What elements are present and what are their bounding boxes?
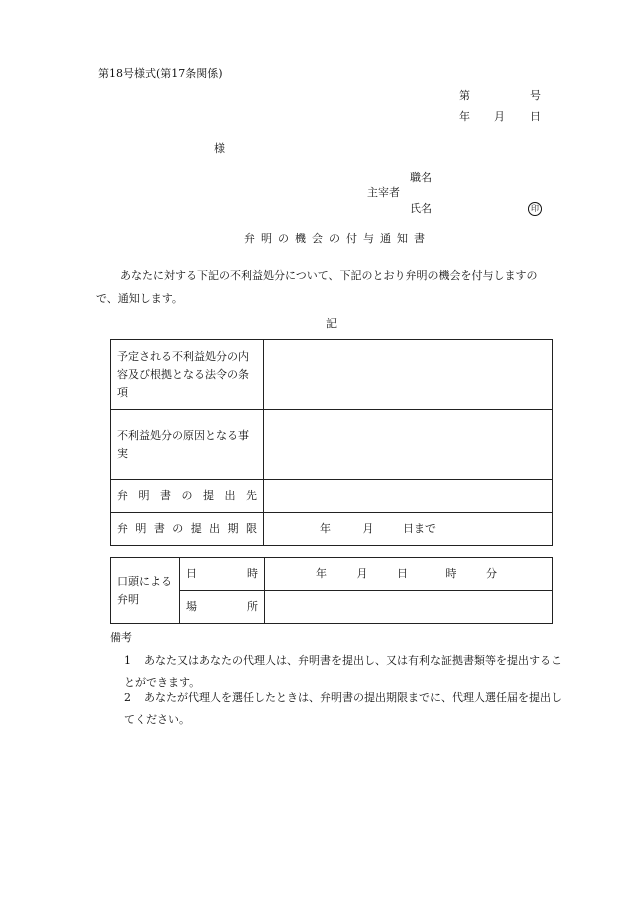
deadline-month: 月 — [362, 522, 374, 535]
submission-destination-label — [111, 480, 264, 513]
table-row — [111, 480, 553, 513]
form-number: 第18号様式(第17条関係) — [98, 67, 223, 80]
char: 弁 — [117, 522, 128, 535]
table-row — [111, 558, 553, 591]
hearing-minute: 分 — [486, 567, 497, 580]
seal-mark: 印 — [528, 202, 542, 216]
submission-deadline-label — [111, 513, 264, 546]
notice-details-table — [110, 339, 553, 546]
note-number: 1 — [124, 654, 131, 667]
cause-fact-value — [264, 410, 553, 480]
note-number: 2 — [124, 691, 131, 704]
datetime-label — [180, 558, 265, 591]
doc-number-suffix: 号 — [530, 89, 541, 102]
submission-deadline-text — [117, 520, 257, 538]
cause-fact-label: 不利益処分の原因となる事実 — [111, 410, 264, 480]
char: 期 — [227, 522, 239, 535]
hearing-year: 年 — [316, 567, 327, 580]
char: 弁 — [117, 489, 128, 502]
oral-hearing-label: 口頭による弁明 — [111, 558, 180, 624]
submission-deadline-value — [264, 513, 553, 546]
char: 出 — [209, 522, 221, 535]
char: の — [181, 489, 193, 502]
char: 先 — [246, 489, 257, 502]
table-row — [111, 340, 553, 410]
sender-post-label: 職名 — [410, 171, 432, 184]
char: 書 — [153, 522, 165, 535]
hearing-day: 日 — [397, 567, 408, 580]
place-value — [265, 591, 553, 624]
notes-heading: 備考 — [110, 631, 132, 644]
datetime-value — [265, 558, 553, 591]
document-title: 弁明の機会の付与通知書 — [244, 232, 431, 245]
char: 明 — [138, 489, 150, 502]
addressee-suffix: 様 — [214, 142, 225, 155]
date-day-label: 日 — [530, 110, 541, 123]
hearing-month: 月 — [356, 567, 368, 580]
char: の — [172, 522, 184, 535]
char: 出 — [224, 489, 236, 502]
submission-destination-value — [264, 480, 553, 513]
intro-text: あなたに対する下記の不利益処分について、下記のとおり弁明の機会を付与しますので、通知します。 — [96, 269, 538, 305]
char: 書 — [160, 489, 171, 502]
table-row — [111, 410, 553, 480]
char: 場 — [186, 600, 197, 613]
note-item — [124, 687, 570, 731]
char: 提 — [203, 489, 214, 502]
note-text: あなたが代理人を選任したときは、弁明書の提出期限までに、代理人選任届を提出してください。 — [124, 691, 562, 726]
char: 時 — [247, 567, 258, 580]
oral-hearing-table — [110, 557, 553, 624]
planned-disposition-value — [264, 340, 553, 410]
datetime-label-text — [186, 565, 258, 583]
sender-role: 主宰者 — [367, 186, 400, 199]
place-label-text — [186, 598, 258, 616]
ki-heading: 記 — [326, 317, 337, 330]
planned-disposition-label: 予定される不利益処分の内容及び根拠となる法令の条項 — [111, 340, 264, 410]
date-month-label: 月 — [494, 110, 505, 123]
date-year-label: 年 — [459, 110, 470, 123]
hearing-hour: 時 — [445, 567, 457, 580]
char: 所 — [247, 600, 258, 613]
deadline-year: 年 — [320, 522, 331, 535]
char: 限 — [245, 522, 257, 535]
submission-destination-text — [117, 487, 257, 505]
char: 日 — [186, 567, 197, 580]
table-row — [111, 513, 553, 546]
char: 提 — [190, 522, 202, 535]
sender-name-label: 氏名 — [410, 202, 432, 215]
note-text: あなた又はあなたの代理人は、弁明書を提出し、又は有利な証拠書類等を提出することができます。 — [124, 654, 562, 689]
char: 明 — [135, 522, 147, 535]
doc-number-prefix: 第 — [459, 89, 470, 102]
deadline-day: 日まで — [403, 522, 436, 535]
place-label — [180, 591, 265, 624]
